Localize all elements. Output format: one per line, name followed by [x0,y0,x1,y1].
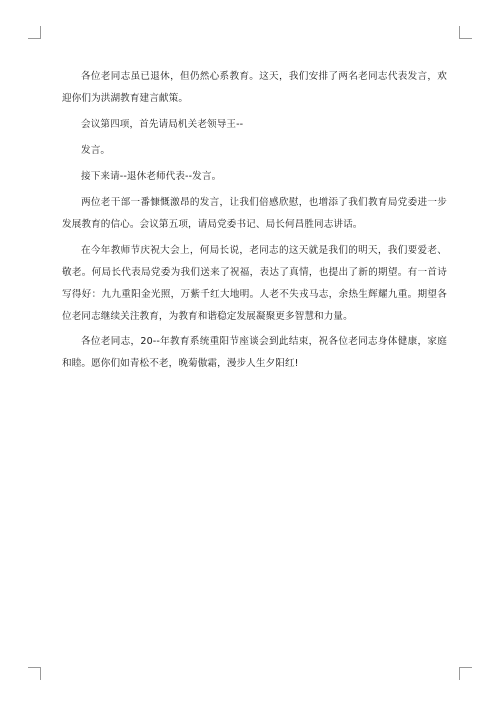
paragraph: 会议第四项，首先请局机关老领导王-- [81,119,244,130]
paragraph: 各位老同志，20--年教育系统重阳节座谈会到此结束，祝各位老同志身体健康，家庭和睦。愿你们如青松不老，晚菊傲霜，漫步人生夕阳红! [62,336,447,369]
paragraph: 接下来请--退休老师代表--发言。 [81,171,222,182]
paragraph: 发言。 [81,145,111,156]
document-body [62,66,447,375]
paragraph: 两位老干部一番慷慨激昂的发言，让我们倍感欣慰，也增添了我们教育局党委进一步发展教育的信心。会议第五项，请局党委书记、局长何昌胜同志讲话。 [62,197,447,230]
crop-mark-top-left [28,26,41,39]
crop-mark-bottom-left [28,667,41,680]
crop-mark-top-right [459,26,472,39]
paragraph: 各位老同志虽已退休，但仍然心系教育。这天，我们安排了两名老同志代表发言，欢迎你们为洪湖教育建言献策。 [62,71,447,104]
crop-mark-bottom-right [459,667,472,680]
paragraph: 在今年教师节庆祝大会上，何局长说，老同志的这天就是我们的明天，我们要爱老、敬老。何局长代表局党委为我们送来了祝福，表达了真情，也提出了新的期望。有一首诗写得好：九九重阳金光照，万紫千红大地明。人老不失戎马志，余热生辉耀九重。期望各位老同志继续关注教育，为教育和谐稳定发展凝聚更多智慧和力量。 [62,245,447,322]
